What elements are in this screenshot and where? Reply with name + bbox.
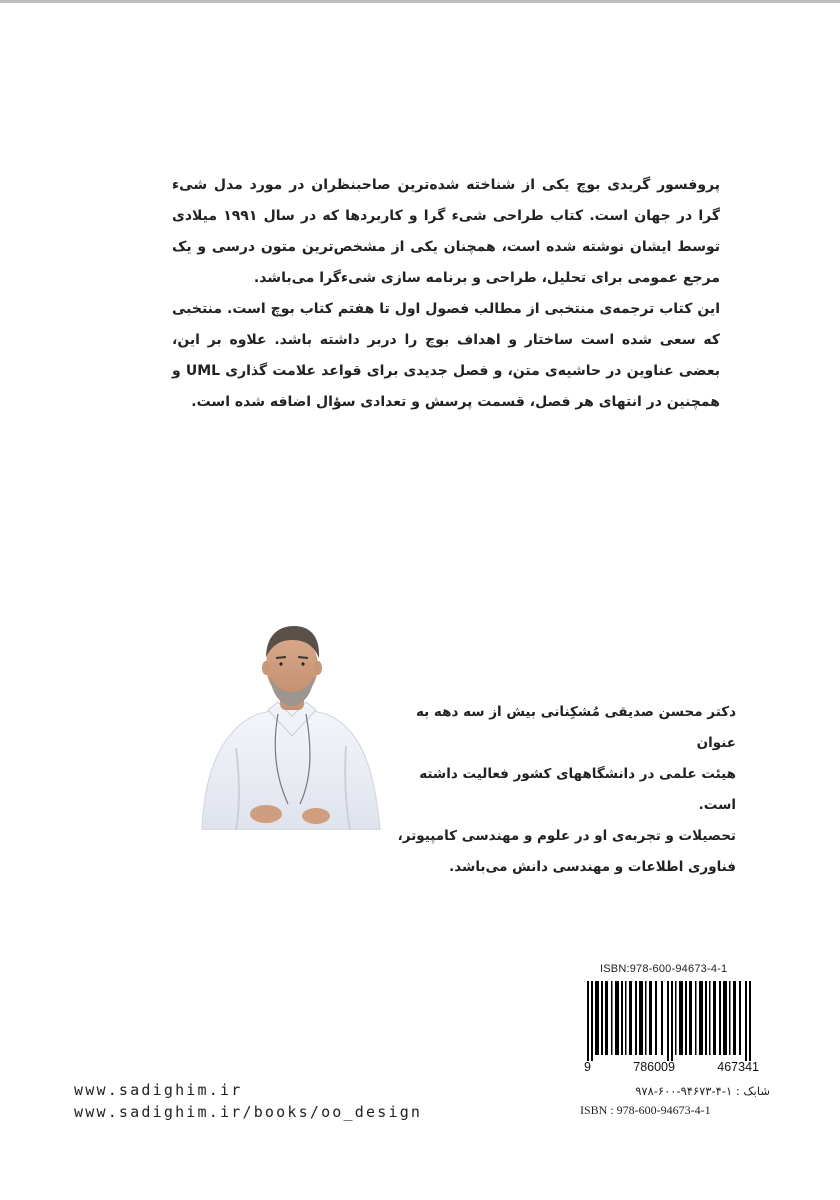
bio-line: فناوری اطلاعات و مهندسی دانش می‌باشد. bbox=[449, 859, 736, 875]
isbn-label-bottom: ISBN : 978-600-94673-4-1 bbox=[580, 1103, 711, 1117]
blurb-paragraph-1: پروفسور گریدی بوچ یکی از شناخته شده‌ترین صاحبنظران در مورد مدل شیء گرا در جهان است. کتاب طراحی شیء گرا و کاربردها که در سال ۱۹۹۱ میلادی توسط ایشان نوشته شده است، همچنان یکی از مشخص‌ترین متون درسی و یک مرجع عمومی برای تحلیل، طراحی و برنامه سازی شیء‌گرا می‌باشد. bbox=[172, 177, 720, 286]
top-border bbox=[0, 0, 840, 3]
author-bio bbox=[380, 697, 736, 883]
barcode-lead-digit: 9 bbox=[584, 1060, 591, 1074]
website-link[interactable]: www.sadighim.ir bbox=[74, 1081, 243, 1099]
author-photo bbox=[196, 618, 384, 830]
barcode-digits bbox=[584, 1060, 759, 1074]
barcode bbox=[585, 981, 755, 1061]
bio-line: دکتر محسن صدیقی مُشکِنانی بیش از سه دهه به عنوان bbox=[415, 704, 736, 751]
back-cover-blurb bbox=[172, 170, 720, 418]
shabak-label: شابک : ۱-۴-۹۴۶۷۳-۶۰۰-۹۷۸ bbox=[635, 1084, 770, 1098]
bio-line: هیئت علمی در دانشگاههای کشور فعالیت داشته است. bbox=[419, 766, 736, 813]
barcode-digit-group-2: 467341 bbox=[717, 1060, 759, 1074]
blurb-paragraph-2: این کتاب ترجمه‌ی منتخبی از مطالب فصول اول تا هفتم کتاب بوچ است. منتخبی که سعی شده است ساختار و اهداف بوچ را دربر داشته باشد. علاوه بر این، بعضی عناوین در حاشیه‌ی متن، و فصل جدیدی برای قواعد علامت گذاری UML و همچنین در انتهای هر فصل، قسمت پرسش و تعدادی سؤال اضافه شده است. bbox=[172, 301, 721, 410]
book-page-link[interactable]: www.sadighim.ir/books/oo_design bbox=[74, 1103, 423, 1121]
barcode-digit-group-1: 786009 bbox=[633, 1060, 675, 1074]
isbn-label-top: ISBN:978-600-94673-4-1 bbox=[600, 963, 728, 975]
website-links bbox=[74, 1079, 422, 1123]
bio-line: تحصیلات و تجربه‌ی او در علوم و مهندسی کامپیوتر، bbox=[397, 828, 736, 844]
